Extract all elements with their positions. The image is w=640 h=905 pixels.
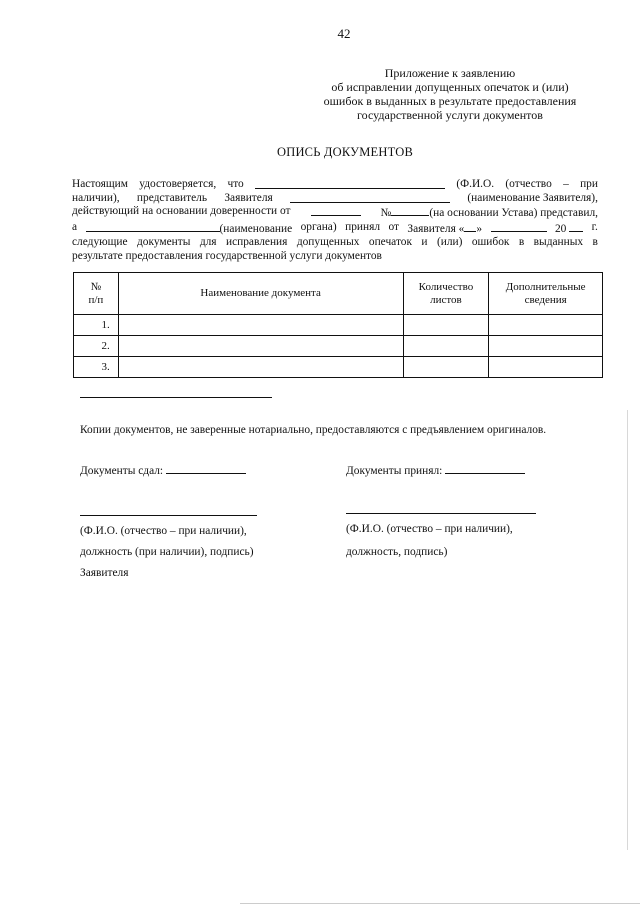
- appendix-line-4: государственной услуги документов: [357, 108, 543, 122]
- document-name-cell[interactable]: [118, 315, 403, 336]
- text-line-5: [72, 236, 598, 250]
- submitted-fio-caption: (Ф.И.О. (отчество – при наличии),: [80, 525, 247, 537]
- document-name-cell[interactable]: [118, 357, 403, 378]
- header-sheet-count: [403, 273, 489, 315]
- word: что: [227, 178, 244, 190]
- appendix-line-1: Приложение к заявлению: [384, 66, 516, 80]
- accepted-label: Документы принял:: [346, 465, 443, 477]
- sheet-count-cell[interactable]: [403, 336, 489, 357]
- accepted-label-row: [346, 463, 525, 477]
- word: действующий на основании доверенности от: [72, 205, 291, 218]
- submitted-signature-field[interactable]: [166, 463, 246, 474]
- table-row: [74, 315, 603, 336]
- row-number: 3.: [74, 357, 119, 378]
- row-number: 1.: [74, 315, 119, 336]
- word: в: [592, 236, 598, 249]
- submitted-label-row: [80, 463, 246, 477]
- word: в: [518, 236, 525, 249]
- word: –: [563, 178, 569, 190]
- header-number: [74, 273, 119, 315]
- header-additional-info: [489, 273, 603, 315]
- page-number: 42: [337, 26, 351, 41]
- word: №: [380, 207, 392, 220]
- text-line-6: результате предоставления государственной услуги документов: [72, 249, 382, 262]
- word: выданных: [533, 236, 584, 249]
- sheet-count-cell[interactable]: [403, 357, 489, 378]
- appendix-line-2: об исправлении допущенных опечаток и (или): [331, 80, 569, 94]
- table-row: [74, 336, 603, 357]
- blank-year-field[interactable]: [569, 221, 583, 232]
- word: представитель: [136, 191, 208, 204]
- word: (наименование Заявителя),: [467, 191, 598, 204]
- accepted-position-caption: должность, подпись): [346, 546, 448, 558]
- word: (или): [436, 236, 463, 249]
- word: от: [388, 220, 399, 233]
- blank-month-field[interactable]: [491, 221, 547, 232]
- word: (отчество: [505, 178, 552, 190]
- additional-info-cell[interactable]: [489, 315, 603, 336]
- word: принял: [345, 220, 380, 233]
- blank-authority-field[interactable]: [86, 221, 220, 232]
- blank-fio-field[interactable]: [255, 178, 445, 189]
- documents-table: [73, 272, 603, 378]
- document-name-cell[interactable]: [118, 336, 403, 357]
- word: удостоверяется,: [139, 178, 217, 190]
- header-number-line-2: п/п: [88, 293, 104, 306]
- sheet-count-cell[interactable]: [403, 315, 489, 336]
- text-line-4: [72, 221, 598, 237]
- word: Заявителя «: [407, 222, 465, 235]
- accepted-fio-caption: (Ф.И.О. (отчество – при наличии),: [346, 523, 513, 535]
- text-line-1: [72, 178, 598, 192]
- additional-info-cell[interactable]: [489, 336, 603, 357]
- word: при: [580, 178, 598, 190]
- word: а: [72, 220, 78, 233]
- word: (наименование: [219, 222, 293, 235]
- header-extra-line-1: Дополнительные: [505, 280, 586, 293]
- word: Настоящим: [72, 178, 128, 190]
- word: Заявителя: [224, 191, 273, 204]
- word: и: [421, 236, 428, 249]
- document-title: ОПИСЬ ДОКУМЕНТОВ: [276, 145, 414, 159]
- accepted-fio-line[interactable]: [346, 513, 536, 514]
- submitted-position-caption: должность (при наличии), подпись): [80, 546, 254, 558]
- separator-line: [80, 397, 272, 398]
- appendix-line-3: ошибок в выданных в результате предоставления: [323, 94, 577, 108]
- certification-text: [72, 178, 598, 264]
- table-row: [74, 357, 603, 378]
- word: документы: [137, 236, 191, 249]
- word: 20: [554, 222, 567, 235]
- table-header-row: [74, 273, 603, 315]
- scan-edge-line: [627, 410, 628, 850]
- word: органа): [300, 220, 337, 233]
- submitted-role-caption: Заявителя: [80, 567, 129, 579]
- blank-representative-field[interactable]: [290, 192, 450, 203]
- header-count-line-1: Количество: [418, 280, 474, 293]
- blank-proxy-date-field[interactable]: [311, 205, 361, 216]
- submitted-fio-line[interactable]: [80, 515, 257, 516]
- header-count-line-2: листов: [430, 293, 462, 306]
- word: наличии),: [72, 191, 120, 204]
- word: (Ф.И.О.: [456, 178, 495, 190]
- header-extra-line-2: сведения: [524, 293, 567, 306]
- word: допущенных: [296, 236, 360, 249]
- header-number-line-1: №: [90, 280, 102, 293]
- word: исправления: [225, 236, 288, 249]
- accepted-signature-field[interactable]: [445, 463, 525, 474]
- text-line-3: [72, 205, 598, 221]
- word: для: [199, 236, 217, 249]
- blank-day-field[interactable]: [464, 221, 476, 232]
- copies-note: Копии документов, не заверенные нотариально, предоставляются с предъявлением оригиналов.: [80, 424, 547, 436]
- row-number: 2.: [74, 336, 119, 357]
- word: следующие: [72, 236, 128, 249]
- header-document-name: Наименование документа: [118, 273, 403, 315]
- submitted-label: Документы сдал:: [80, 465, 164, 477]
- word: ошибок: [471, 236, 510, 249]
- word: (на основании Устава) представил,: [429, 207, 598, 220]
- appendix-header: [300, 66, 600, 122]
- word: »: [476, 222, 483, 235]
- text-line-2: [72, 192, 598, 206]
- word: г.: [591, 220, 598, 233]
- word: опечаток: [368, 236, 412, 249]
- blank-proxy-number-field[interactable]: [391, 205, 429, 216]
- scan-bottom-edge: [240, 903, 640, 904]
- additional-info-cell[interactable]: [489, 357, 603, 378]
